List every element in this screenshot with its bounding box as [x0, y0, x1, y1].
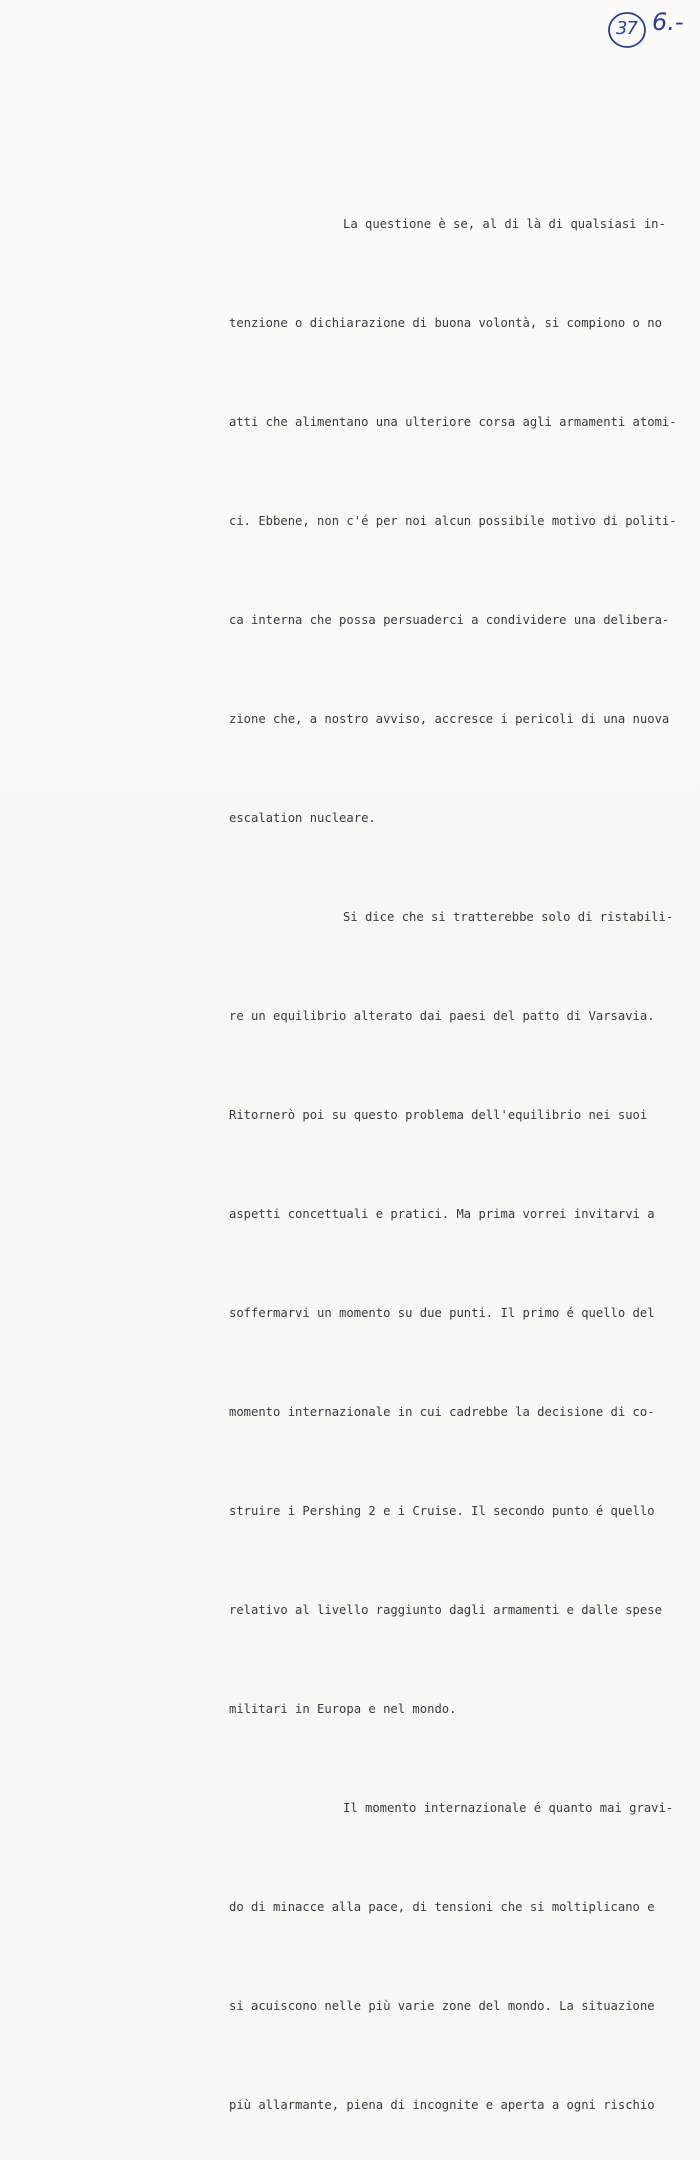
text-line: si acuiscono nelle più varie zone del mondo. La situazione	[229, 1999, 655, 2013]
text-line: Si dice che si tratterebbe solo di ristabili-	[343, 910, 674, 924]
text-line: Ritornerò poi su questo problema dell'equilibrio nei suoi	[229, 1108, 648, 1122]
handwritten-sheet-number: 6.-	[652, 8, 684, 36]
text-line: ca interna che possa persuaderci a condividere una delibera-	[229, 613, 670, 627]
text-line: soffermarvi un momento su due punti. Il primo é quello del	[229, 1306, 655, 1320]
text-line: Il momento internazionale é quanto mai gravi-	[343, 1801, 674, 1815]
text-line: aspetti concettuali e pratici. Ma prima vorrei invitarvi a	[229, 1207, 655, 1221]
text-line: struire i Pershing 2 e i Cruise. Il secondo punto é quello	[229, 1504, 655, 1518]
text-line: ci. Ebbene, non c'é per noi alcun possibile motivo di politi-	[229, 514, 677, 528]
handwritten-page-number: 37	[616, 18, 637, 39]
typed-text-body	[229, 142, 677, 2160]
text-line: momento internazionale in cui cadrebbe la decisione di co-	[229, 1405, 655, 1419]
text-line: escalation nucleare.	[229, 811, 376, 825]
handwritten-annotation	[604, 6, 694, 50]
text-line: relativo al livello raggiunto dagli armamenti e dalle spese	[229, 1603, 662, 1617]
text-line: atti che alimentano una ulteriore corsa agli armamenti atomi-	[229, 415, 677, 429]
text-line: militari in Europa e nel mondo.	[229, 1702, 457, 1716]
text-line: do di minacce alla pace, di tensioni che si moltiplicano e	[229, 1900, 655, 1914]
text-line: zione che, a nostro avviso, accresce i pericoli di una nuova	[229, 712, 670, 726]
text-line: più allarmante, piena di incognite e aperta a ogni rischio	[229, 2098, 655, 2112]
text-line: tenzione o dichiarazione di buona volontà, si compiono o no	[229, 316, 662, 330]
text-line: re un equilibrio alterato dai paesi del patto di Varsavia.	[229, 1009, 655, 1023]
text-line: La questione è se, al di là di qualsiasi in-	[343, 217, 666, 231]
